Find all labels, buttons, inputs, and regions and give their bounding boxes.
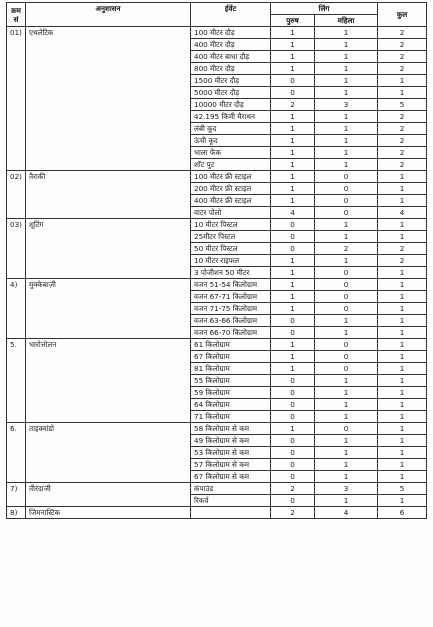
row-male-count: 1 [271, 39, 315, 51]
row-discipline: मुक्केबाज़ी [26, 279, 191, 339]
row-serial: 5. [7, 339, 26, 423]
row-total-count: 1 [378, 435, 427, 447]
row-serial: 02) [7, 171, 26, 219]
row-male-count: 0 [271, 447, 315, 459]
table-row [7, 507, 427, 519]
row-event: 61 किलोग्राम [191, 339, 271, 351]
row-male-count: 1 [271, 195, 315, 207]
row-male-count: 0 [271, 471, 315, 483]
row-female-count: 1 [315, 435, 378, 447]
row-event: 81 किलोग्राम [191, 363, 271, 375]
row-total-count: 2 [378, 243, 427, 255]
row-female-count: 1 [315, 231, 378, 243]
row-male-count: 0 [271, 243, 315, 255]
row-female-count: 1 [315, 399, 378, 411]
row-female-count: 1 [315, 327, 378, 339]
table-row [7, 27, 427, 39]
row-discipline: तीरंदाजी [26, 483, 191, 507]
row-female-count: 1 [315, 87, 378, 99]
row-event: वजन 67-71 किलोग्राम [191, 291, 271, 303]
row-female-count: 1 [315, 255, 378, 267]
header-discipline: अनुशासन [26, 3, 191, 27]
row-event: 55 किलोग्राम [191, 375, 271, 387]
row-male-count: 0 [271, 375, 315, 387]
row-female-count: 0 [315, 351, 378, 363]
row-male-count: 1 [271, 267, 315, 279]
table-row [7, 483, 427, 495]
row-total-count: 2 [378, 111, 427, 123]
row-total-count: 1 [378, 471, 427, 483]
row-event: 71 किलोग्राम [191, 411, 271, 423]
row-male-count: 1 [271, 159, 315, 171]
row-total-count: 2 [378, 63, 427, 75]
row-total-count: 1 [378, 375, 427, 387]
table-row [7, 219, 427, 231]
row-female-count: 1 [315, 387, 378, 399]
row-total-count: 2 [378, 159, 427, 171]
row-female-count: 0 [315, 423, 378, 435]
row-total-count: 2 [378, 27, 427, 39]
row-event: वजन 66-70 किलोग्राम [191, 327, 271, 339]
row-event: वजन 71-75 किलोग्राम [191, 303, 271, 315]
row-serial: 4) [7, 279, 26, 339]
row-female-count: 1 [315, 459, 378, 471]
row-event: 64 किलोग्राम [191, 399, 271, 411]
row-male-count: 1 [271, 123, 315, 135]
row-total-count: 1 [378, 447, 427, 459]
row-event [191, 507, 271, 519]
row-female-count: 1 [315, 411, 378, 423]
row-event: वजन 51-54 किलोग्राम [191, 279, 271, 291]
row-female-count: 0 [315, 363, 378, 375]
row-male-count: 0 [271, 459, 315, 471]
row-female-count: 1 [315, 159, 378, 171]
row-male-count: 1 [271, 51, 315, 63]
row-male-count: 1 [271, 27, 315, 39]
row-male-count: 1 [271, 291, 315, 303]
row-male-count: 0 [271, 495, 315, 507]
row-total-count: 1 [378, 399, 427, 411]
row-male-count: 1 [271, 423, 315, 435]
row-male-count: 1 [271, 63, 315, 75]
row-event: 42.195 किमी मैराथन [191, 111, 271, 123]
row-total-count: 2 [378, 255, 427, 267]
row-female-count: 1 [315, 27, 378, 39]
row-male-count: 1 [271, 351, 315, 363]
row-serial: 03) [7, 219, 26, 279]
row-male-count: 1 [271, 363, 315, 375]
table-body [7, 27, 427, 519]
header-sno: क्रम सं [7, 3, 26, 27]
row-total-count: 2 [378, 51, 427, 63]
row-female-count: 4 [315, 507, 378, 519]
row-event: 100 मीटर फ्री स्टाइल [191, 171, 271, 183]
row-total-count: 1 [378, 327, 427, 339]
row-total-count: 1 [378, 279, 427, 291]
row-male-count: 0 [271, 411, 315, 423]
row-female-count: 3 [315, 483, 378, 495]
row-event: 1500 मीटर दौड़ [191, 75, 271, 87]
row-female-count: 1 [315, 147, 378, 159]
row-total-count: 1 [378, 219, 427, 231]
row-male-count: 0 [271, 435, 315, 447]
row-event: 67 किलोग्राम से कम [191, 471, 271, 483]
row-female-count: 1 [315, 447, 378, 459]
row-total-count: 1 [378, 87, 427, 99]
row-total-count: 1 [378, 171, 427, 183]
row-female-count: 1 [315, 63, 378, 75]
row-total-count: 1 [378, 423, 427, 435]
row-event: लंबी कूद [191, 123, 271, 135]
row-event: 10 मीटर पिस्टल [191, 219, 271, 231]
header-female: महिला [315, 15, 378, 27]
row-discipline: ताइक्वांडो [26, 423, 191, 483]
row-total-count: 2 [378, 135, 427, 147]
row-male-count: 1 [271, 255, 315, 267]
row-event: 50 मीटर पिस्टल [191, 243, 271, 255]
row-male-count: 2 [271, 99, 315, 111]
row-male-count: 1 [271, 303, 315, 315]
row-female-count: 0 [315, 183, 378, 195]
header-gender: लिंग [271, 3, 378, 15]
row-female-count: 1 [315, 315, 378, 327]
row-male-count: 2 [271, 507, 315, 519]
row-female-count: 1 [315, 111, 378, 123]
row-total-count: 5 [378, 483, 427, 495]
table-row [7, 279, 427, 291]
row-female-count: 1 [315, 123, 378, 135]
row-event: 5000 मीटर दौड़ [191, 87, 271, 99]
row-male-count: 4 [271, 207, 315, 219]
row-discipline: जिमनास्टिक [26, 507, 191, 519]
row-discipline: भारोत्तोलन [26, 339, 191, 423]
row-total-count: 6 [378, 507, 427, 519]
row-event: 67 किलोग्राम [191, 351, 271, 363]
table-row [7, 423, 427, 435]
row-female-count: 1 [315, 51, 378, 63]
row-total-count: 1 [378, 315, 427, 327]
row-event: रिकर्व [191, 495, 271, 507]
row-male-count: 0 [271, 87, 315, 99]
row-female-count: 0 [315, 267, 378, 279]
row-female-count: 1 [315, 135, 378, 147]
row-serial: 8) [7, 507, 26, 519]
row-total-count: 1 [378, 75, 427, 87]
row-total-count: 1 [378, 291, 427, 303]
row-male-count: 0 [271, 231, 315, 243]
row-event: 10 मीटर राइफल [191, 255, 271, 267]
row-event: 49 किलोग्राम से कम [191, 435, 271, 447]
row-event: ऊंची कूद [191, 135, 271, 147]
row-total-count: 1 [378, 351, 427, 363]
table-row [7, 171, 427, 183]
row-total-count: 2 [378, 39, 427, 51]
row-female-count: 0 [315, 279, 378, 291]
row-event: 59 किलोग्राम [191, 387, 271, 399]
events-table [6, 2, 427, 519]
row-female-count: 3 [315, 99, 378, 111]
row-total-count: 1 [378, 339, 427, 351]
row-event: 800 मीटर दौड़ [191, 63, 271, 75]
row-event: वजन 63-66 किलोग्राम [191, 315, 271, 327]
row-event: वाटर पोलो [191, 207, 271, 219]
row-total-count: 1 [378, 411, 427, 423]
row-male-count: 1 [271, 183, 315, 195]
row-male-count: 0 [271, 327, 315, 339]
row-total-count: 1 [378, 459, 427, 471]
row-male-count: 1 [271, 111, 315, 123]
row-event: 100 मीटर दौड़ [191, 27, 271, 39]
row-female-count: 0 [315, 195, 378, 207]
row-total-count: 5 [378, 99, 427, 111]
row-event: 200 मीटर फ्री स्टाइल [191, 183, 271, 195]
row-male-count: 1 [271, 279, 315, 291]
row-event: 57 किलोग्राम से कम [191, 459, 271, 471]
table-row [7, 339, 427, 351]
row-female-count: 2 [315, 243, 378, 255]
row-female-count: 1 [315, 471, 378, 483]
row-event: 25मीटर पिस्टल [191, 231, 271, 243]
row-event: भाला फेंक [191, 147, 271, 159]
row-event: 400 मीटर फ्री स्टाइल [191, 195, 271, 207]
row-total-count: 1 [378, 387, 427, 399]
header-male: पुरुष [271, 15, 315, 27]
row-female-count: 1 [315, 75, 378, 87]
row-male-count: 1 [271, 339, 315, 351]
row-event: कंपाउंड [191, 483, 271, 495]
row-female-count: 0 [315, 171, 378, 183]
row-female-count: 0 [315, 303, 378, 315]
row-female-count: 1 [315, 39, 378, 51]
row-serial: 6. [7, 423, 26, 483]
row-total-count: 1 [378, 195, 427, 207]
header-event: ईवेंट [191, 3, 271, 27]
row-total-count: 1 [378, 267, 427, 279]
row-discipline: शूटिंग [26, 219, 191, 279]
row-male-count: 0 [271, 315, 315, 327]
row-male-count: 2 [271, 483, 315, 495]
row-event: 10000 मीटर दौड़ [191, 99, 271, 111]
header-total: कुल [378, 3, 427, 27]
row-event: 3 पोजीशन 50 मीटर [191, 267, 271, 279]
row-total-count: 1 [378, 231, 427, 243]
row-female-count: 1 [315, 495, 378, 507]
row-serial: 7) [7, 483, 26, 507]
row-event: 400 मीटर बाधा दौड़ [191, 51, 271, 63]
row-male-count: 0 [271, 399, 315, 411]
row-total-count: 2 [378, 147, 427, 159]
row-male-count: 1 [271, 171, 315, 183]
row-female-count: 0 [315, 291, 378, 303]
row-female-count: 1 [315, 375, 378, 387]
row-female-count: 1 [315, 219, 378, 231]
row-total-count: 1 [378, 183, 427, 195]
row-female-count: 0 [315, 207, 378, 219]
row-male-count: 0 [271, 219, 315, 231]
row-discipline: तैराकी [26, 171, 191, 219]
row-male-count: 0 [271, 387, 315, 399]
row-total-count: 2 [378, 123, 427, 135]
row-serial: 01) [7, 27, 26, 171]
row-female-count: 0 [315, 339, 378, 351]
row-total-count: 1 [378, 303, 427, 315]
row-total-count: 1 [378, 363, 427, 375]
row-total-count: 4 [378, 207, 427, 219]
row-male-count: 1 [271, 135, 315, 147]
row-event: 400 मीटर दौड़ [191, 39, 271, 51]
row-male-count: 0 [271, 75, 315, 87]
row-event: शॉट पुट [191, 159, 271, 171]
row-male-count: 1 [271, 147, 315, 159]
row-event: 53 किलोग्राम से कम [191, 447, 271, 459]
row-discipline: एथलेटिक [26, 27, 191, 171]
row-event: 58 किलोग्राम से कम [191, 423, 271, 435]
row-total-count: 1 [378, 495, 427, 507]
